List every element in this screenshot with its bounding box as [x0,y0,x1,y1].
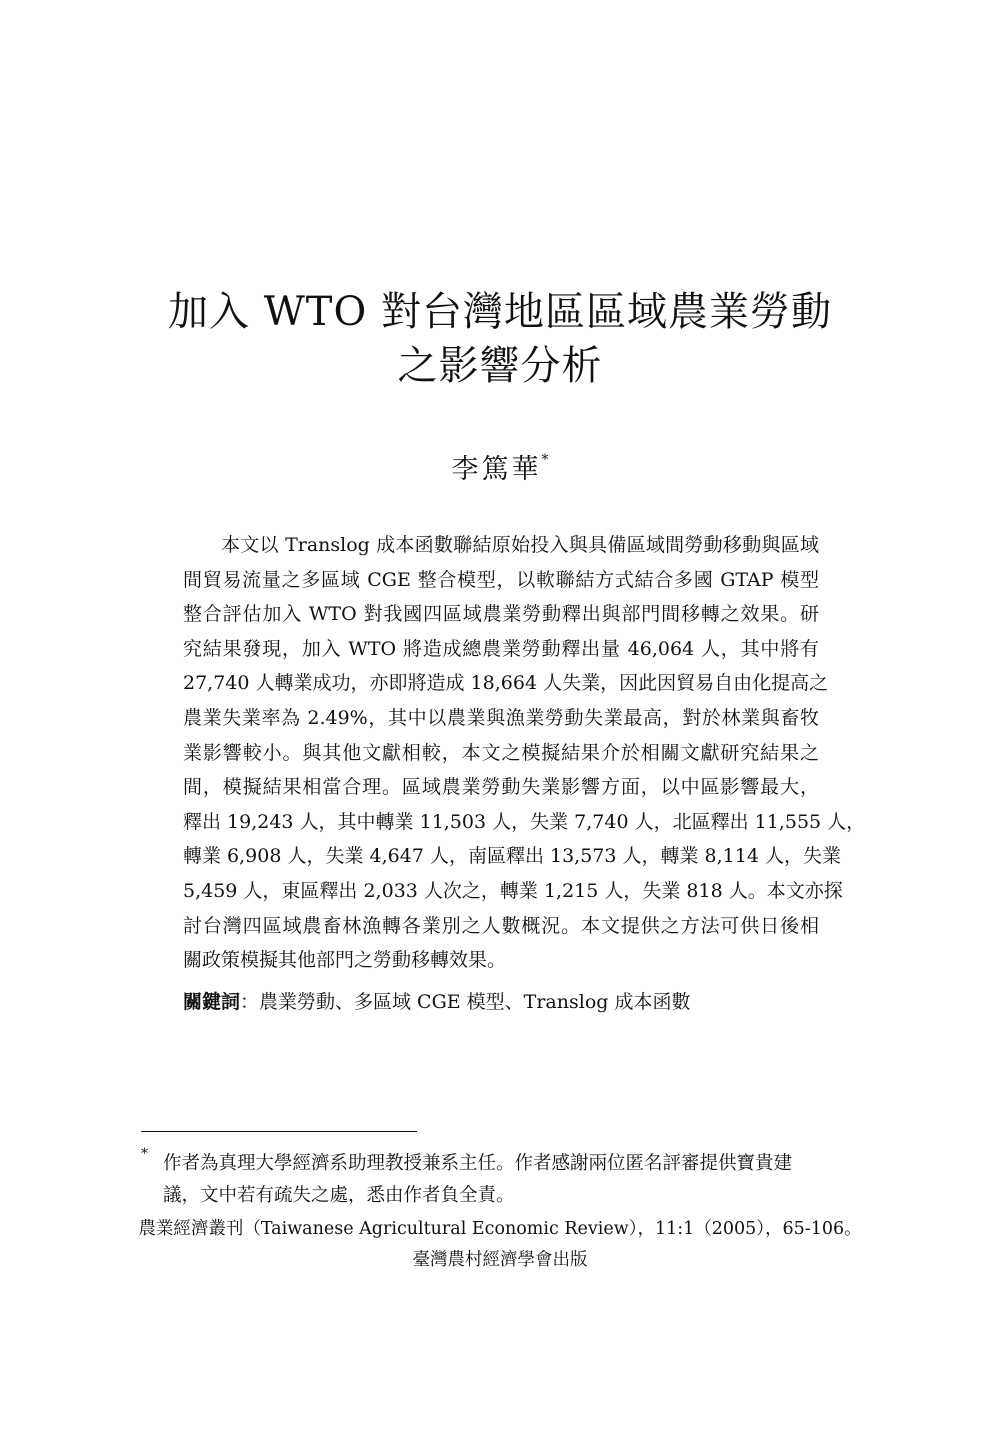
journal-citation: 農業經濟叢刊（Taiwanese Agricultural Economic Review），11:1（2005），65-106。 [138,1219,862,1239]
author [0,447,1000,486]
abstract-line: 本文以 Translog 成本函數聯結原始投入與具備區域間勞動移動與區域 [221,534,819,556]
abstract-line: 間，模擬結果相當合理。區域農業勞動失業影響方面，以中區影響最大， [183,776,819,799]
abstract-line: 轉業 6,908 人，失業 4,647 人，南區釋出 13,573 人，轉業 8,114 人，失業 [183,845,841,868]
author-name: 李篤華 [451,454,542,485]
paper-title-line-2: 之影響分析 [397,343,603,389]
abstract-line: 釋出 19,243 人，其中轉業 11,503 人，失業 7,740 人，北區釋出 11,555 人， [183,810,866,833]
abstract-line: 關政策模擬其他部門之勞動移轉效果。 [183,949,507,972]
abstract-line: 5,459 人，東區釋出 2,033 人次之，轉業 1,215 人，失業 818 人。本文亦探 [183,879,843,902]
journal-publisher: 臺灣農村經濟學會出版 [412,1250,588,1270]
footnote-divider [141,1131,417,1132]
abstract-line: 究結果發現，加入 WTO 將造成總農業勞動釋出量 46,064 人，其中將有 [183,637,819,660]
abstract-line: 討台灣四區域農畜林漁轉各業別之人數概況。本文提供之方法可供日後相 [183,914,819,937]
footnote-line-2: 議，文中若有疏失之處，悉由作者負全責。 [163,1185,515,1206]
abstract-line: 間貿易流量之多區域 CGE 整合模型，以軟聯結方式結合多國 GTAP 模型 [183,568,819,591]
keywords-text: ：農業勞動、多區域 CGE 模型、Translog 成本函數 [240,991,691,1013]
author-footnote [163,1148,863,1212]
abstract-line: 業影響較小。與其他文獻相較，本文之模擬結果介於相關文獻研究結果之 [183,741,819,764]
footnote-mark: * [141,1146,148,1162]
abstract-line: 27,740 人轉業成功，亦即將造成 18,664 人失業，因此因貿易自由化提高之 [183,672,829,695]
abstract-line: 農業失業率為 2.49%，其中以農業與漁業勞動失業最高，對於林業與畜牧 [183,706,819,729]
paper-title-line-1: 加入 WTO 對台灣地區區域農業勞動 [167,289,832,335]
author-footnote-mark: * [541,452,549,468]
abstract-line: 整合評估加入 WTO 對我國四區域農業勞動釋出與部門間移轉之效果。研 [183,603,819,626]
abstract [183,528,866,978]
footnote-line-1: 作者為真理大學經濟系助理教授兼系主任。作者感謝兩位匿名評審提供寶貴建 [163,1153,793,1174]
keywords [183,987,819,1017]
keywords-label: 關鍵詞 [183,991,241,1013]
